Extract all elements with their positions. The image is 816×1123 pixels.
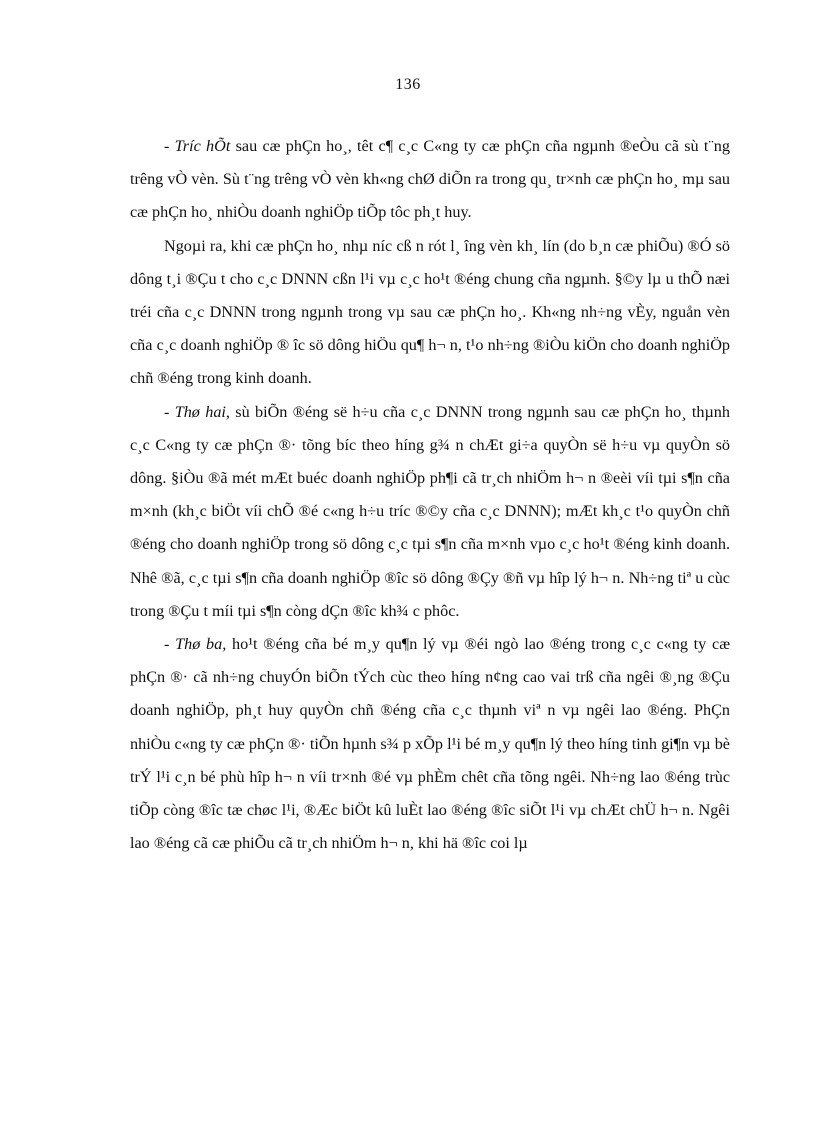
body-text <box>130 130 730 860</box>
paragraph-text: sù biÕn ®éng së h÷u cña c¸c DNNN trong ngµnh sau cæ phÇn ho¸ thµnh c¸c C«ng ty cæ phÇn ®· tõng bíc theo híng g¾ n chÆt gi÷a quyÒn së h÷u vµ quyÒn sö dông. §iÒu ®ã mét mÆt buéc doanh nghiÖp ph¶i cã tr¸ch nhiÖm h¬ n ®eèi víi tµi s¶n cña m×nh (kh¸c biÖt víi chÕ ®é c«ng h÷u tríc ®©y cña c¸c DNNN); mÆt kh¸c t¹o quyÒn chñ ®éng cho doanh nghiÖp trong sö dông c¸c tµi s¶n cña m×nh vµo c¸c ho¹t ®éng kinh doanh. Nhê ®ã, c¸c tµi s¶n cña doanh nghiÖp ®îc sö dông ®Çy ®ñ vµ hîp lý h¬ n. Nh÷ng tiª u cùc trong ®Çu t míi tµi s¶n còng dÇn ®îc kh¾ c phôc. <box>130 402 730 620</box>
paragraph-text: Ngoµi ra, khi cæ phÇn ho¸ nhµ níc cß n rót l¸ îng vèn kh¸ lín (do b¸n cæ phiÕu) ®Ó sö dông t¸i ®Çu t cho c¸c DNNN cßn l¹i vµ c¸c ho¹t ®éng chung cña ngµnh. §©y lµ u thÕ næi tréi cña c¸c DNNN trong ngµnh trong vµ sau cæ phÇn ho¸. Kh«ng nh÷ng vÈy, nguån vèn cña c¸c doanh nghiÖp ® îc sö dông hiÖu qu¶ h¬ n, t¹o nh÷ng ®iÒu kiÖn cho doanh nghiÖp chñ ®éng trong kinh doanh. <box>130 236 730 388</box>
paragraph-lead: - Tríc hÕt <box>164 137 231 155</box>
paragraph-text: sau cæ phÇn ho¸, têt c¶ c¸c C«ng ty cæ phÇn cña ngµnh ®eÒu cã sù t¨ng trêng vÒ vèn. Sù t¨ng trêng vÒ vèn kh«ng chØ diÕn ra trong qu¸ tr×nh cæ phÇn ho¸ mµ sau cæ phÇn ho¸ nhiÒu doanh nghiÖp tiÕp tôc ph¸t huy. <box>130 137 730 222</box>
paragraph-lead: - Thø ba, <box>164 635 227 654</box>
paragraph <box>130 628 730 860</box>
paragraph <box>130 130 730 230</box>
paragraph <box>130 396 730 628</box>
page-number: 136 <box>395 76 421 93</box>
paragraph <box>130 230 730 396</box>
paragraph-lead: - Thø hai, <box>164 402 230 421</box>
paragraph-text: ho¹t ®éng cña bé m¸y qu¶n lý vµ ®éi ngò lao ®éng trong c¸c c«ng ty cæ phÇn ®· cã nh÷ng chuyÓn biÕn tÝch cùc theo híng n¢ng cao vai trß cña ngêi ®¸ng ®Çu doanh nghiÖp, ph¸t huy quyÒn chñ ®éng cña c¸c thµnh viª n vµ ngêi lao ®éng. PhÇn nhiÒu c«ng ty cæ phÇn ®· tiÕn hµnh s¾ p xÕp l¹i bé m¸y qu¶n lý theo híng tinh gi¶n vµ bè trÝ l¹i c¸n bé phù hîp h¬ n víi tr×nh ®é vµ phÈm chêt cña tõng ngêi. Nh÷ng lao ®éng trùc tiÕp còng ®îc tæ chøc l¹i, ®Æc biÖt kû luÈt lao ®éng ®îc siÕt l¹i vµ chÆt chÜ h¬ n. Ngêi lao ®éng cã cæ phiÕu cã tr¸ch nhiÖm h¬ n, khi hä ®îc coi lµ <box>130 635 730 853</box>
